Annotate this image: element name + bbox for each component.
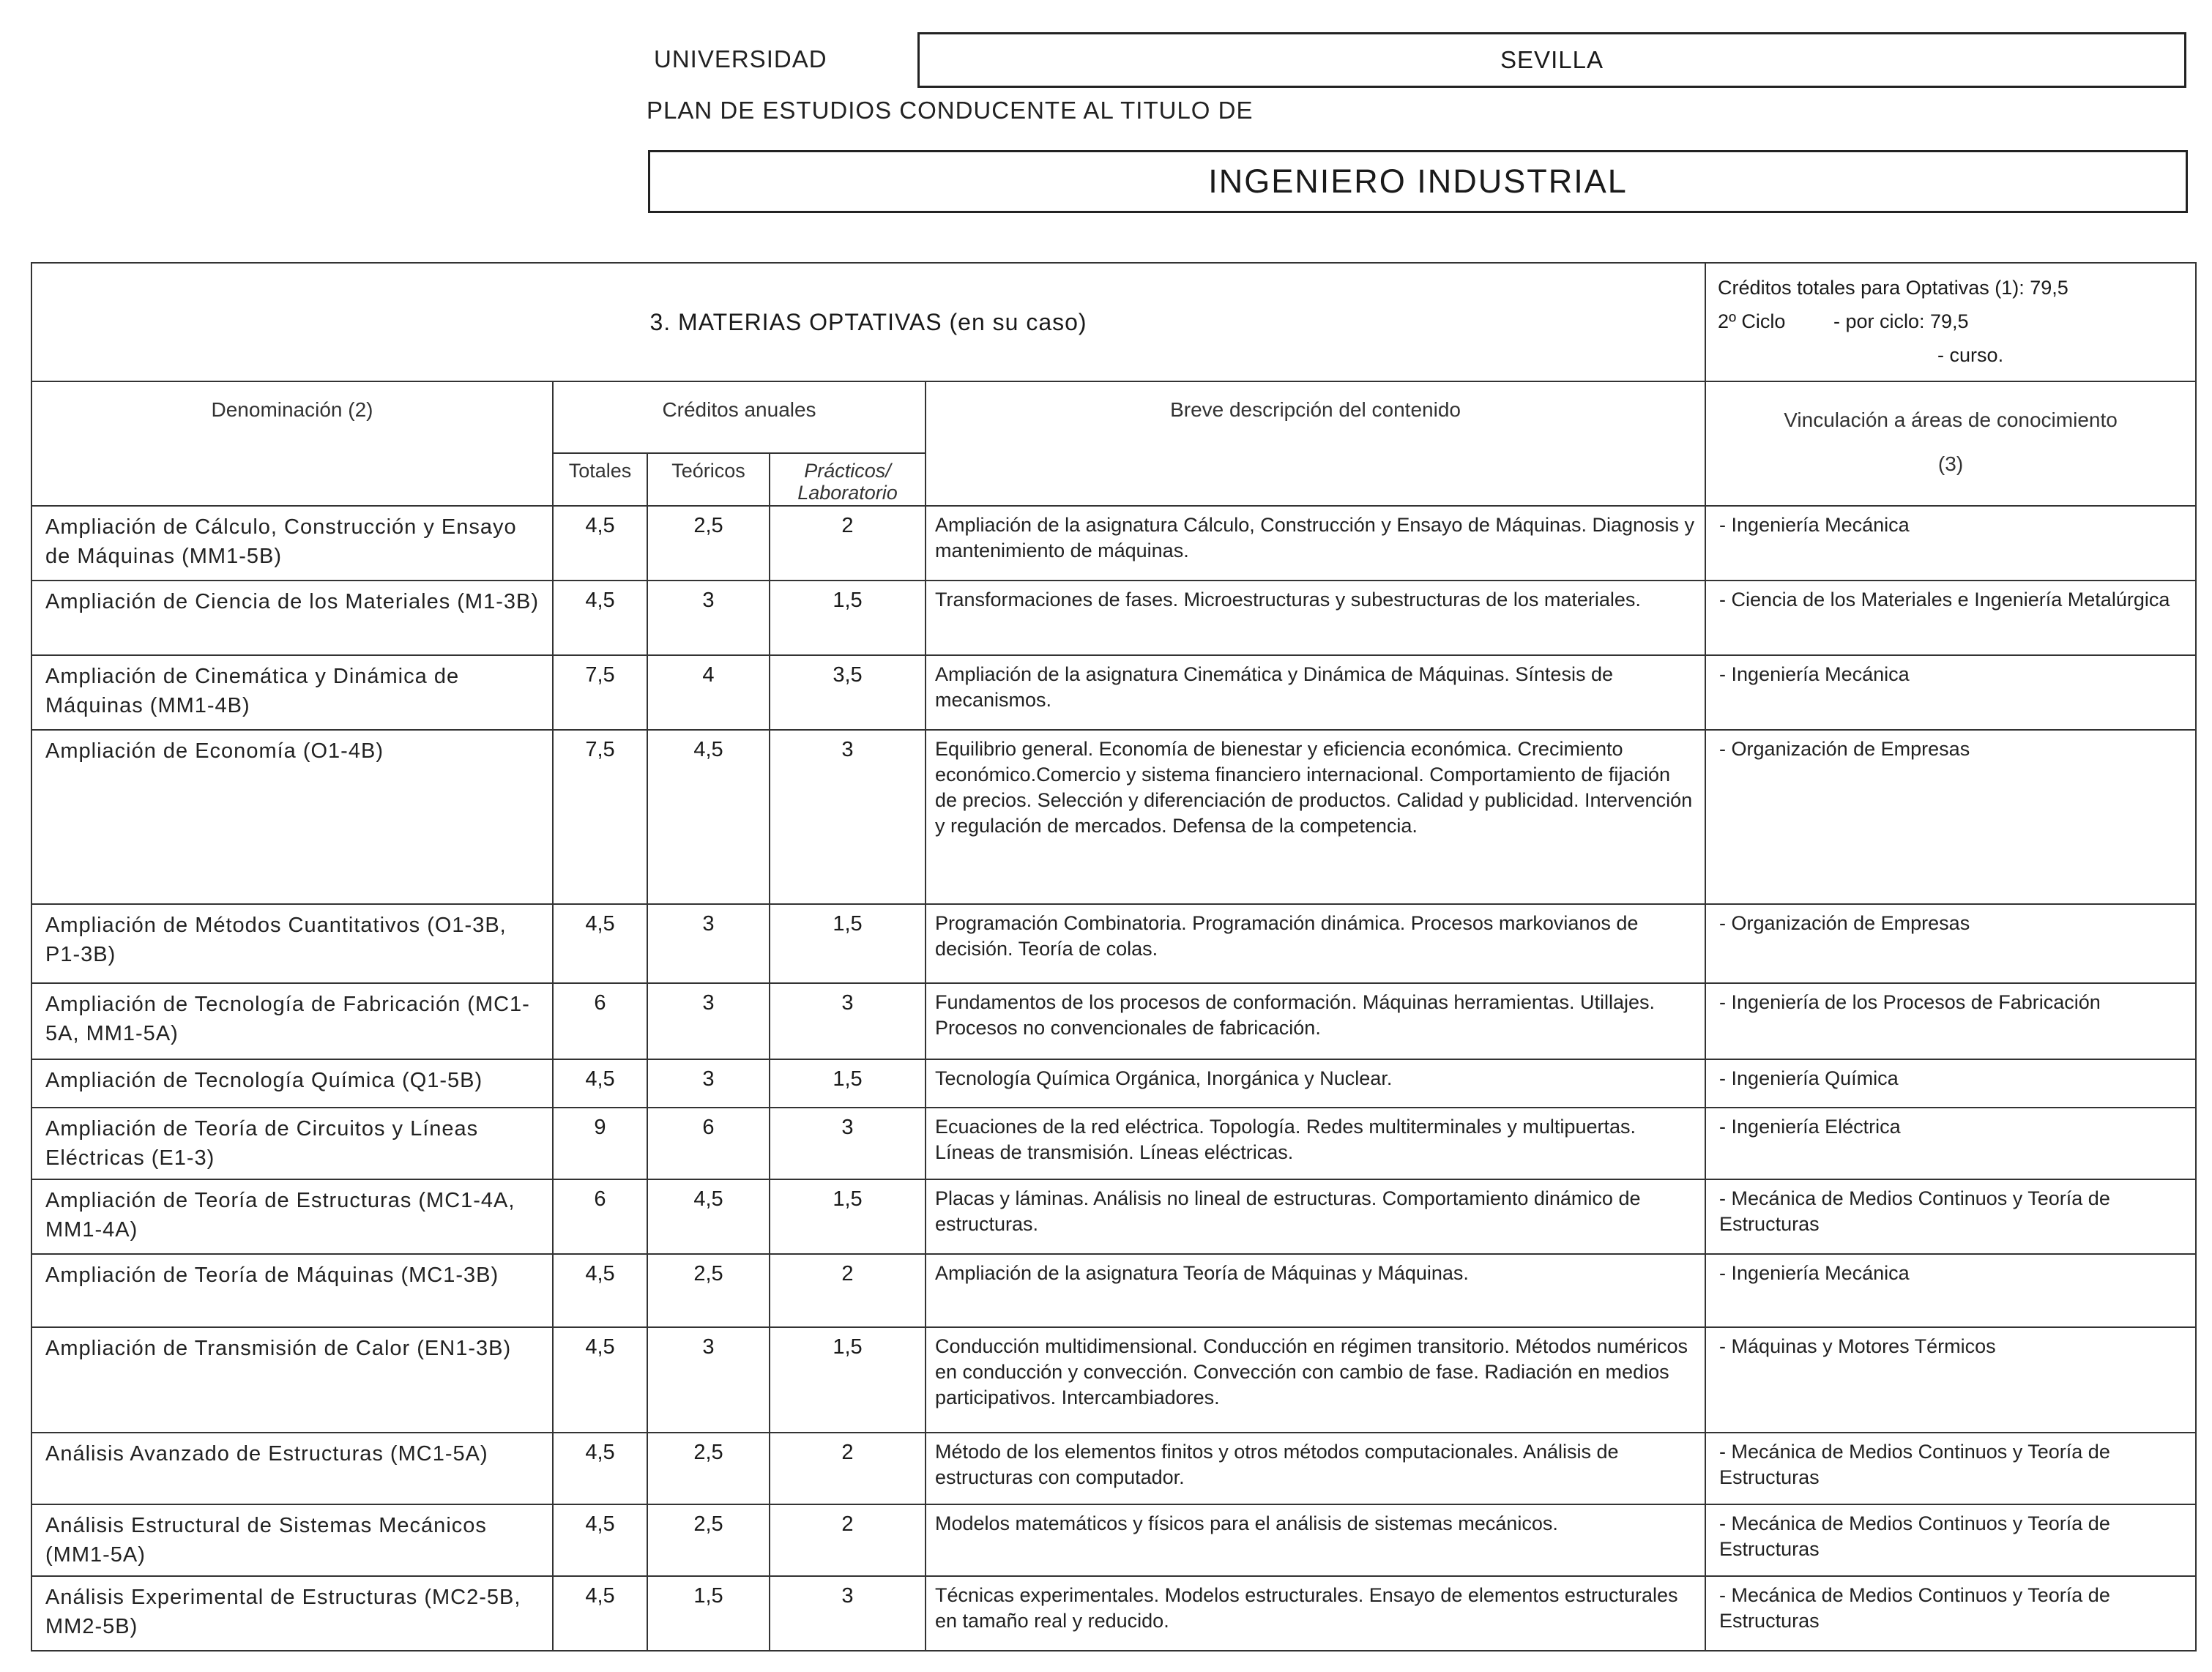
subject-name: Ampliación de Cálculo, Construcción y Ensayo de Máquinas (MM1-5B): [31, 506, 553, 581]
credits-practicos: 3,5: [770, 655, 926, 730]
credits-totales: 7,5: [553, 655, 647, 730]
knowledge-area: - Organización de Empresas: [1705, 730, 2196, 904]
subject-description: Placas y láminas. Análisis no lineal de estructuras. Comportamiento dinámico de estructuras.: [926, 1179, 1705, 1254]
credits-teoricos: 3: [647, 1059, 770, 1108]
knowledge-area: - Mecánica de Medios Continuos y Teoría de Estructuras: [1705, 1179, 2196, 1254]
university-name: SEVILLA: [1500, 46, 1604, 73]
knowledge-area: - Ciencia de los Materiales e Ingeniería Metalúrgica: [1705, 581, 2196, 655]
credits-practicos: 1,5: [770, 904, 926, 983]
credits-per-cycle: - por ciclo: 79,5: [1833, 310, 1969, 332]
table-row: [31, 506, 2196, 581]
col-descripcion: Breve descripción del contenido: [926, 381, 1705, 506]
credits-totales: 6: [553, 1179, 647, 1254]
subject-name: Ampliación de Métodos Cuantitativos (O1-3B, P1-3B): [31, 904, 553, 983]
column-header-row: [31, 381, 2196, 453]
credits-cycle-label: 2º Ciclo: [1718, 310, 1786, 332]
knowledge-area: - Ingeniería de los Procesos de Fabricación: [1705, 983, 2196, 1059]
credits-totales: 4,5: [553, 1433, 647, 1504]
university-name-box: [917, 32, 2186, 88]
plan-label: PLAN DE ESTUDIOS CONDUCENTE AL TITULO DE: [647, 97, 1254, 124]
table-row: [31, 1576, 2196, 1651]
subject-name: Ampliación de Teoría de Circuitos y Líneas Eléctricas (E1-3): [31, 1108, 553, 1179]
col-vinculacion-note: (3): [1937, 452, 1964, 475]
subject-name: Ampliación de Teoría de Estructuras (MC1-4A, MM1-4A): [31, 1179, 553, 1254]
col-creditos: Créditos anuales: [553, 381, 926, 453]
credits-practicos: 3: [770, 730, 926, 904]
table-row: [31, 1433, 2196, 1504]
knowledge-area: - Organización de Empresas: [1705, 904, 2196, 983]
credits-totales: 4,5: [553, 581, 647, 655]
credits-teoricos: 3: [647, 1327, 770, 1433]
credits-course: - curso.: [1937, 344, 2004, 366]
table-row: [31, 1179, 2196, 1254]
credits-practicos: 2: [770, 1433, 926, 1504]
credits-totales: 7,5: [553, 730, 647, 904]
table-row: [31, 581, 2196, 655]
table-row: [31, 904, 2196, 983]
credits-teoricos: 1,5: [647, 1576, 770, 1651]
table-row: [31, 983, 2196, 1059]
credits-teoricos: 3: [647, 904, 770, 983]
credits-totales: 4,5: [553, 1504, 647, 1576]
table-row: [31, 1059, 2196, 1108]
subject-description: Modelos matemáticos y físicos para el análisis de sistemas mecánicos.: [926, 1504, 1705, 1576]
knowledge-area: - Ingeniería Eléctrica: [1705, 1108, 2196, 1179]
subject-name: Ampliación de Cinemática y Dinámica de Máquinas (MM1-4B): [31, 655, 553, 730]
credits-totales: 4,5: [553, 506, 647, 581]
subject-name: Análisis Estructural de Sistemas Mecánicos (MM1-5A): [31, 1504, 553, 1576]
degree-title-box: [648, 150, 2188, 213]
col-practicos: Prácticos/ Laboratorio: [770, 453, 926, 506]
knowledge-area: - Máquinas y Motores Térmicos: [1705, 1327, 2196, 1433]
subject-name: Ampliación de Transmisión de Calor (EN1-3B): [31, 1327, 553, 1433]
credits-teoricos: 4,5: [647, 730, 770, 904]
col-totales: Totales: [553, 453, 647, 506]
subject-description: Ampliación de la asignatura Teoría de Máquinas y Máquinas.: [926, 1254, 1705, 1327]
degree-title: INGENIERO INDUSTRIAL: [1208, 163, 1628, 200]
subject-description: Ampliación de la asignatura Cinemática y Dinámica de Máquinas. Síntesis de mecanismos.: [926, 655, 1705, 730]
credits-teoricos: 3: [647, 581, 770, 655]
table-row: [31, 655, 2196, 730]
subject-description: Programación Combinatoria. Programación dinámica. Procesos markovianos de decisión. Teoría de colas.: [926, 904, 1705, 983]
knowledge-area: - Mecánica de Medios Continuos y Teoría de Estructuras: [1705, 1504, 2196, 1576]
knowledge-area: - Ingeniería Química: [1705, 1059, 2196, 1108]
credits-totales: 4,5: [553, 1254, 647, 1327]
credits-cycle: [1718, 305, 2183, 338]
credits-practicos: 1,5: [770, 1059, 926, 1108]
subject-description: Fundamentos de los procesos de conformación. Máquinas herramientas. Utillajes. Procesos no convencionales de fabricación.: [926, 983, 1705, 1059]
knowledge-area: - Ingeniería Mecánica: [1705, 506, 2196, 581]
credits-totales: 9: [553, 1108, 647, 1179]
subject-description: Método de los elementos finitos y otros métodos computacionales. Análisis de estructuras con computador.: [926, 1433, 1705, 1504]
col-vinculacion-label: Vinculación a áreas de conocimiento: [1784, 408, 2118, 431]
col-denominacion: Denominación (2): [31, 381, 553, 506]
optional-subjects-table: [31, 262, 2197, 1652]
subject-name: Ampliación de Teoría de Máquinas (MC1-3B): [31, 1254, 553, 1327]
credits-totales: 4,5: [553, 1059, 647, 1108]
table-row: [31, 1254, 2196, 1327]
subject-name: Análisis Experimental de Estructuras (MC2-5B, MM2-5B): [31, 1576, 553, 1651]
table-row: [31, 1108, 2196, 1179]
credits-practicos: 1,5: [770, 581, 926, 655]
subject-description: Conducción multidimensional. Conducción en régimen transitorio. Métodos numéricos en conducción y convección. Convección con cambio de fase. Radiación en medios participativos. Intercambiadores.: [926, 1327, 1705, 1433]
credits-total: Créditos totales para Optativas (1): 79,5: [1718, 277, 2068, 299]
credits-teoricos: 2,5: [647, 1254, 770, 1327]
section-title: 3. MATERIAS OPTATIVAS (en su caso): [31, 263, 1705, 381]
credits-totales: 4,5: [553, 1576, 647, 1651]
credits-teoricos: 3: [647, 983, 770, 1059]
subject-name: Ampliación de Tecnología de Fabricación (MC1-5A, MM1-5A): [31, 983, 553, 1059]
knowledge-area: - Mecánica de Medios Continuos y Teoría de Estructuras: [1705, 1433, 2196, 1504]
credits-teoricos: 4,5: [647, 1179, 770, 1254]
knowledge-area: - Ingeniería Mecánica: [1705, 655, 2196, 730]
subject-name: Análisis Avanzado de Estructuras (MC1-5A): [31, 1433, 553, 1504]
table-row: [31, 1327, 2196, 1433]
table-row: [31, 730, 2196, 904]
subject-name: Ampliación de Ciencia de los Materiales (M1-3B): [31, 581, 553, 655]
knowledge-area: - Mecánica de Medios Continuos y Teoría de Estructuras: [1705, 1576, 2196, 1651]
subject-name: Ampliación de Economía (O1-4B): [31, 730, 553, 904]
subject-description: Ecuaciones de la red eléctrica. Topología. Redes multiterminales y multipuertas. Líneas de transmisión. Líneas eléctricas.: [926, 1108, 1705, 1179]
subject-description: Equilibrio general. Economía de bienestar y eficiencia económica. Crecimiento económico.Comercio y sistema financiero internacional. Comportamiento de fijación de precios. Selección y diferenciación de productos. Calidad y publicidad. Intervención y regulación de mercados. Defensa de la competencia.: [926, 730, 1705, 904]
credits-teoricos: 2,5: [647, 1504, 770, 1576]
credits-totales: 4,5: [553, 904, 647, 983]
credits-practicos: 2: [770, 1504, 926, 1576]
credits-totales: 6: [553, 983, 647, 1059]
subject-description: Ampliación de la asignatura Cálculo, Construcción y Ensayo de Máquinas. Diagnosis y mantenimiento de máquinas.: [926, 506, 1705, 581]
col-vinculacion: [1705, 381, 2196, 506]
col-teoricos: Teóricos: [647, 453, 770, 506]
university-label: UNIVERSIDAD: [654, 45, 827, 72]
subject-description: Transformaciones de fases. Microestructuras y subestructuras de los materiales.: [926, 581, 1705, 655]
credits-teoricos: 2,5: [647, 506, 770, 581]
credits-practicos: 1,5: [770, 1179, 926, 1254]
credits-practicos: 3: [770, 1576, 926, 1651]
credits-totales: 4,5: [553, 1327, 647, 1433]
section-header-row: [31, 263, 2196, 381]
credits-teoricos: 6: [647, 1108, 770, 1179]
credits-teoricos: 4: [647, 655, 770, 730]
credits-practicos: 3: [770, 1108, 926, 1179]
credits-practicos: 2: [770, 1254, 926, 1327]
subject-description: Tecnología Química Orgánica, Inorgánica y Nuclear.: [926, 1059, 1705, 1108]
subject-name: Ampliación de Tecnología Química (Q1-5B): [31, 1059, 553, 1108]
knowledge-area: - Ingeniería Mecánica: [1705, 1254, 2196, 1327]
credits-practicos: 1,5: [770, 1327, 926, 1433]
section-credits: [1705, 263, 2196, 381]
credits-practicos: 2: [770, 506, 926, 581]
credits-teoricos: 2,5: [647, 1433, 770, 1504]
table-row: [31, 1504, 2196, 1576]
credits-practicos: 3: [770, 983, 926, 1059]
subject-description: Técnicas experimentales. Modelos estructurales. Ensayo de elementos estructurales en tamaño real y reducido.: [926, 1576, 1705, 1651]
